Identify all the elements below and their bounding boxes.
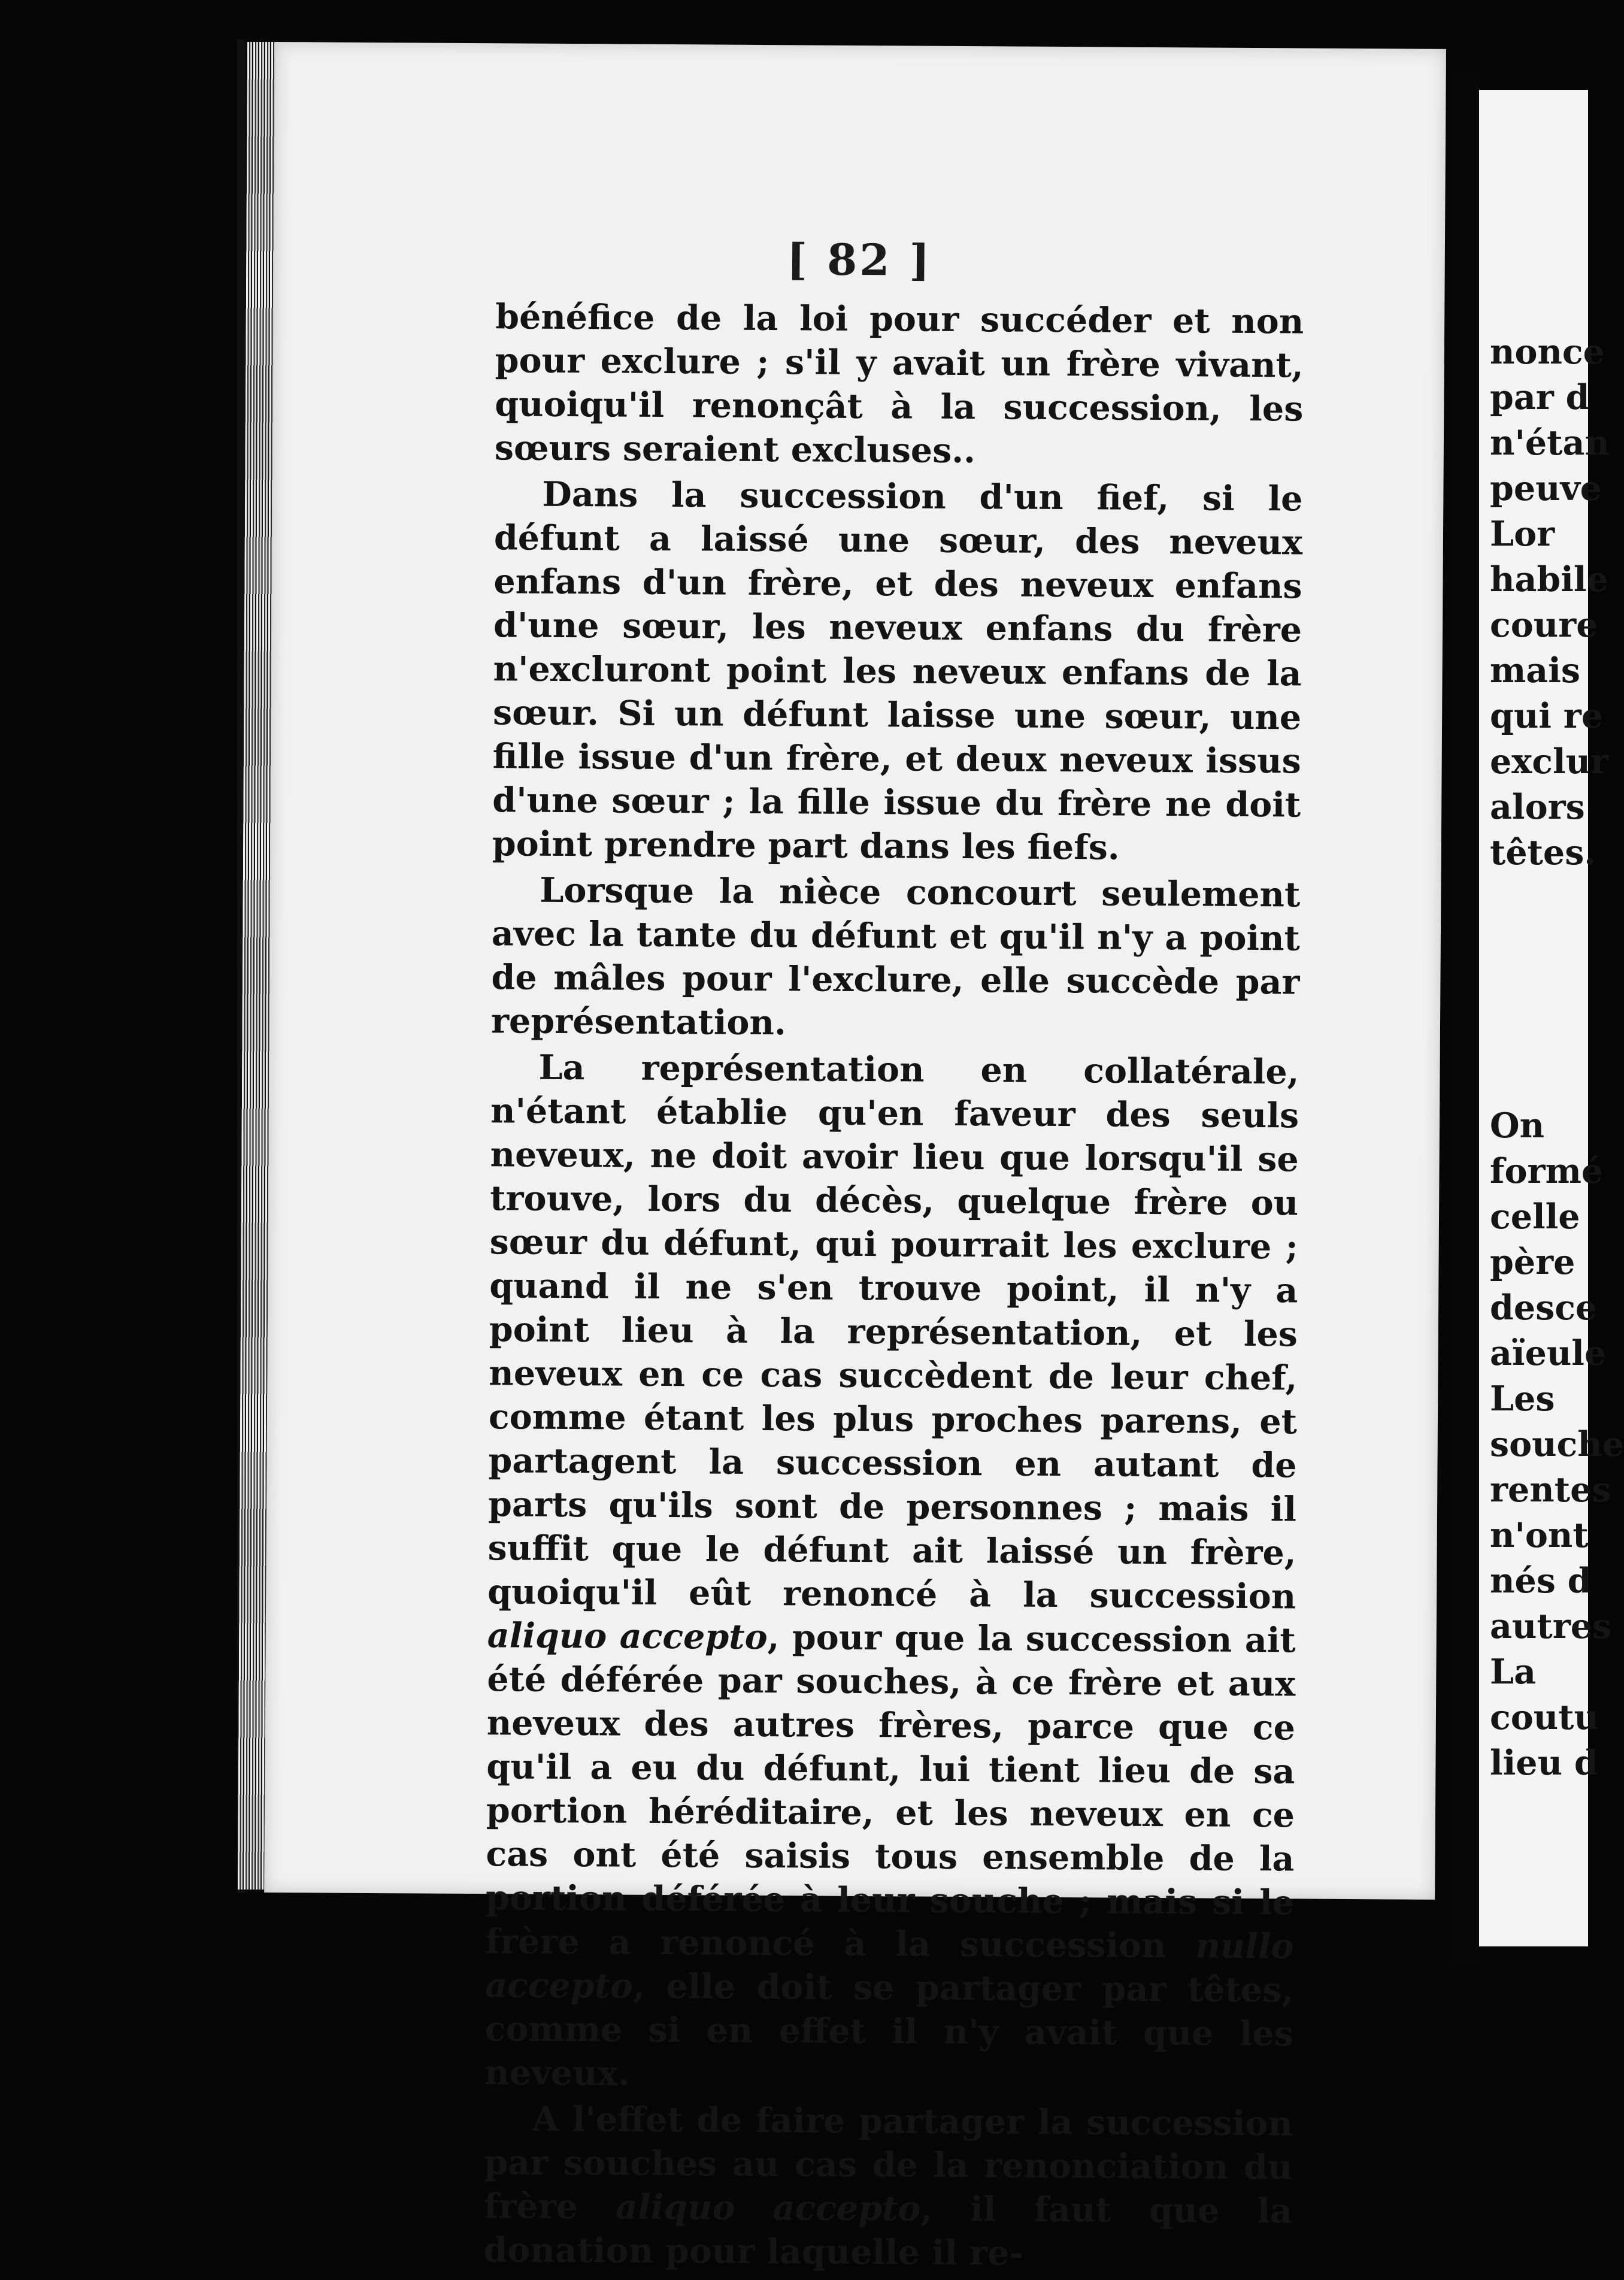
adjacent-line-fragment <box>1490 921 1624 967</box>
paragraph <box>492 472 1303 870</box>
page-number-header: [ 82 ] <box>786 234 932 286</box>
adjacent-line-fragment: desce <box>1490 1288 1598 1328</box>
page-body-text <box>483 295 1304 2279</box>
adjacent-line-fragment: autres <box>1490 1606 1612 1646</box>
adjacent-line-fragment: exclur <box>1490 741 1609 782</box>
text-run: , il faut que la donation pour laquelle il re- <box>483 2188 1293 2273</box>
adjacent-line-fragment: formé <box>1490 1151 1604 1191</box>
italic-phrase: aliquo accepto <box>487 1615 768 1658</box>
adjacent-line-fragment: n'ont <box>1490 1515 1589 1555</box>
adjacent-line-fragment <box>1490 1012 1624 1058</box>
adjacent-line-fragment: qui re <box>1490 696 1604 736</box>
adjacent-line-fragment <box>1490 967 1624 1012</box>
adjacent-line-fragment: têtes. <box>1490 832 1596 873</box>
adjacent-line-fragment: celle <box>1490 1197 1580 1237</box>
adjacent-line-fragment: coure <box>1490 605 1598 645</box>
adjacent-line-fragment: mais <box>1490 650 1580 691</box>
text-run: , elle doit se partager par têtes, comme si en effet il n'y avait que les neveux. <box>484 1966 1294 2094</box>
spine-shadow <box>1449 72 1482 1964</box>
adjacent-page-text <box>1490 329 1624 1786</box>
text-run: , pour que la succession ait été déférée par souches, à ce frère et aux neveux des autres frères, parce que ce qu'il a eu du défunt, lui tient lieu de sa portion héréditaire, et les neveux en ce cas ont été saisis tous ensemble de la portion déférée à leur souche ; mais si le frère a renoncé à la succession <box>485 1617 1296 1966</box>
adjacent-line-fragment: On <box>1490 1106 1545 1146</box>
adjacent-line-fragment: père <box>1490 1242 1575 1282</box>
adjacent-line-fragment: nés d <box>1490 1561 1592 1601</box>
paragraph <box>484 1045 1299 2099</box>
italic-phrase: aliquo accepto <box>615 2187 921 2229</box>
adjacent-line-fragment: coutu <box>1490 1697 1599 1737</box>
text-run: Dans la succession d'un fief, si le défunt a laissé une sœur, des neveux enfans d'un frère, et des neveux enfans d'une sœur, les neveux enfans du frère n'excluront point les neveux enfans de la sœur. Si un défunt laisse une sœur, une fille issue d'un frère, et deux neveux issus d'une sœur ; la fille issue du frère ne doit point prendre part dans les fiefs. <box>492 474 1303 868</box>
adjacent-line-fragment: La <box>1490 1652 1537 1692</box>
italic-phrase: nullo accepto <box>484 1925 1294 2006</box>
adjacent-line-fragment: nonce <box>1490 332 1605 372</box>
paragraph <box>491 868 1301 1047</box>
adjacent-line-fragment <box>1490 876 1624 921</box>
adjacent-line-fragment <box>1490 1058 1624 1103</box>
adjacent-line-fragment: habile <box>1490 559 1608 599</box>
adjacent-line-fragment: alors <box>1490 787 1585 827</box>
adjacent-line-fragment: peuve <box>1490 468 1602 508</box>
adjacent-line-fragment: aïeule <box>1490 1333 1607 1373</box>
adjacent-line-fragment: n'étan <box>1490 423 1610 463</box>
text-run: bénéfice de la loi pour succéder et non pour exclure ; s'il y avait un frère vivant, quoiqu'il renonçât à la succession, les sœurs seraient excluses.. <box>494 296 1304 471</box>
paragraph <box>495 295 1304 474</box>
book-page <box>264 42 1446 2273</box>
text-run: Lorsque la nièce concourt seulement avec la tante du défunt et qu'il n'y a point de mâles pour l'exclure, elle succède par représentation. <box>490 870 1301 1043</box>
adjacent-line-fragment: par d <box>1490 377 1590 417</box>
paragraph <box>483 2097 1293 2276</box>
adjacent-page <box>1479 90 1624 1946</box>
adjacent-line-fragment: rentes <box>1490 1470 1611 1510</box>
text-run: A l'effet de faire partager la succession par souches au cas de la renonciation du frère <box>483 2099 1293 2227</box>
adjacent-line-fragment: Lor <box>1490 514 1555 554</box>
adjacent-line-fragment: lieu d <box>1490 1743 1598 1783</box>
adjacent-line-fragment: Les <box>1490 1379 1555 1419</box>
text-run: La représentation en collatérale, n'étant établie qu'en faveur des seuls neveux, ne doit avoir lieu que lorsqu'il se trouve, lors du décès, quelque frère ou sœur du défunt, qui pourrait les exclure ; quand il ne s'en trouve point, il n'y a point lieu à la représentation, et les neveux en ce cas succèdent de leur chef, comme étant les plus proches parens, et partagent la succession en autant de parts qu'ils sont de personnes ; mais il suffit que le défunt ait laissé un frère, quoiqu'il eût renoncé à la succession <box>487 1047 1299 1617</box>
adjacent-line-fragment: souche <box>1490 1424 1624 1464</box>
